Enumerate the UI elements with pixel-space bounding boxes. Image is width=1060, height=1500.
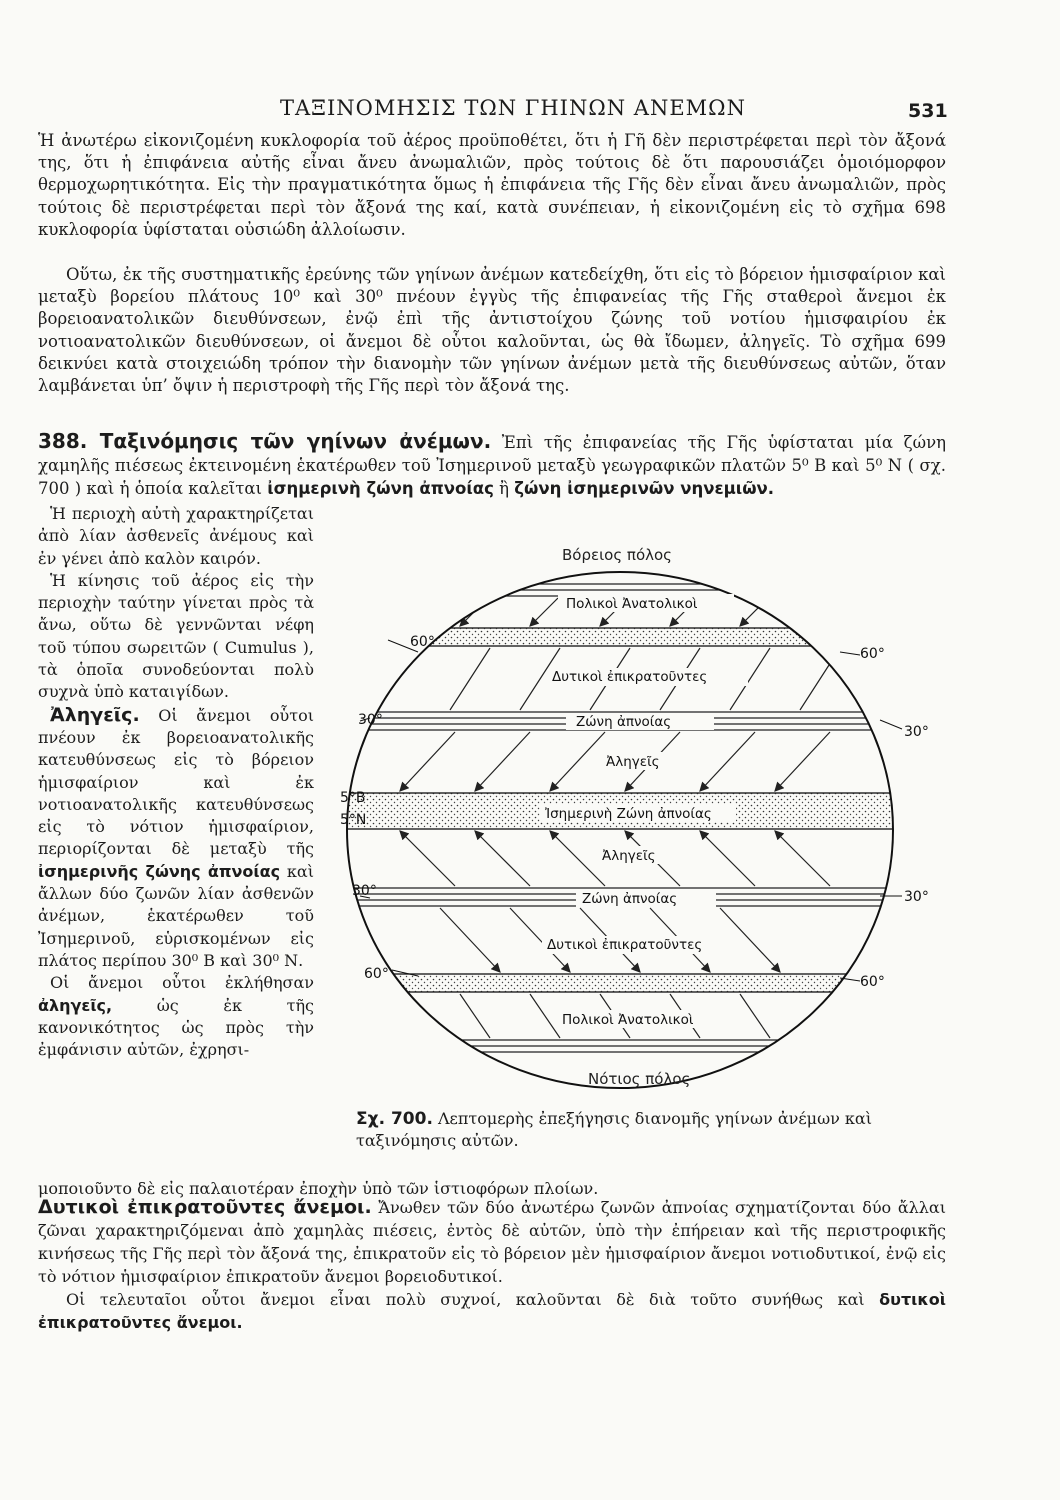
label-polar-easterlies-s: Πολικοὶ Ἀνατολικοὶ — [562, 1012, 694, 1028]
term-equatorial-calm-2: ἰσημερινῆς ζώνης ἀπνοίας — [38, 861, 281, 881]
westerlies-text: Ἄνωθεν τῶν δύο ἀνωτέρω ζωνῶν ἀπνοίας σχηματίζονται δύο ἄλλαι ζῶναι χαρακτηριζόμεναι ἀπὸ χαμηλὰς πιέσεις, ἐντὸς δὲ αὐτῶν, ὑπὸ τὴν ἐπήρειαν καὶ τῆς περιστροφικῆς κινήσεως τῆς Γῆς περὶ τὸν ἄξονά της, ἐπικρατοῦν εἰς τὸ βόρειον μὲν ἡμισφαίριον ἄνεμοι νοτιοδυτικοί, ἐνῷ εἰς τὸ νότιον ἡμισφαίριον ἐπικρατοῦν ἄνεμοι βορειοδυτικοί. — [38, 1198, 946, 1286]
lat-60s-left: 60° — [364, 966, 389, 982]
section-388-or: ἢ — [493, 479, 515, 498]
section-388-text: Ἐπὶ τῆς ἐπιφανείας τῆς Γῆς ὑφίσταται μία ζώνη χαμηλῆς πιέσεως ἐκτεινομένη ἑκατέρωθεν τοῦ Ἰσημερινοῦ μεταξὺ γεωγραφικῶν πλατῶν 5⁰ Β καὶ 5⁰ Ν ( σχ. 700 ) καὶ ἡ ὁποία καλεῖται — [38, 433, 946, 498]
label-equatorial-calm: Ἰσημερινὴ Ζώνη ἀπνοίας — [545, 806, 712, 822]
term-westerlies: δυτικοὶ ἐπικρατοῦντες ἄνεμοι. — [38, 1290, 946, 1332]
north-pole-label: Βόρειος πόλος — [562, 546, 672, 564]
label-calm-zone-n: Ζώνη ἀπνοίας — [576, 714, 672, 730]
paragraph-trade-winds: Οὕτω, ἐκ τῆς συστηματικῆς ἐρεύνης τῶν γηίνων ἀνέμων κατεδείχθη, ὅτι εἰς τὸ βόρειον ἡμισφαίριον καὶ μεταξὺ βορείου πλάτους 10⁰ καὶ 30⁰ πνέουν ἐγγὺς τῆς ἐπιφανείας τῆς Γῆς σταθεροὶ ἄνεμοι ἐκ βορειοανατολικῶν διευθύνσεων, ἐνῷ ἐπὶ τῆς ἀντιστοίχου ζώνης τοῦ νοτίου ἡμισφαιρίου ἐκ νοτιοανατολικῶν διευθύνσεων, οἱ ἄνεμοι δὲ οὗτοι καλοῦνται, ὡς θὰ ἴδωμεν, ἀληγεῖς. Τὸ σχῆμα 699 δεικνύει κατὰ στοιχειώδη τρόπον τὴν διανομὴν τῶν γηίνων ἀνέμων μετὰ τῆς διευθύνσεως αὐτῶν, ὅταν λαμβάνεται ὑπ’ ὄψιν ἡ περιστροφὴ τῆς Γῆς περὶ τὸν ἄξονά της. — [38, 265, 946, 396]
lat-30n-left: 30° — [358, 712, 383, 728]
figure-caption — [356, 1108, 956, 1152]
lat-60n-left: 60° — [410, 634, 435, 650]
lat-60n-right: 60° — [860, 646, 885, 662]
label-westerlies-n: Δυτικοὶ ἐπικρατοῦντες — [552, 669, 708, 685]
trades-text-a: Οἱ ἄνεμοι οὗτοι πνέουν ἐκ βορειοανατολικῆς κατευθύνσεως εἰς τὸ βόρειον ἡμισφαίριον καὶ ἐκ νοτιοανατολικῆς κατευθύνσεως εἰς τὸ νότιον ἡμισφαίριον, περιορίζονται δὲ μεταξὺ τῆς — [38, 705, 314, 859]
lat-30n-right: 30° — [904, 724, 929, 740]
left-paragraph-2: Ἡ κίνησις τοῦ ἀέρος εἰς τὴν περιοχὴν ταύτην γίνεται πρὸς τὰ ἄνω, οὕτω δὲ γεννῶνται νέφη τοῦ τύπου σωρειτῶν ( Cumulus ), τὰ ὁποῖα συνοδεύονται πολὺ συχνὰ ὑπὸ καταιγίδων. — [38, 570, 314, 702]
term-trades: ἀληγεῖς, — [38, 995, 113, 1015]
westerlies-last-paragraph — [38, 1288, 946, 1334]
section-westerlies — [38, 1196, 946, 1334]
left-p4-a: Οἱ ἄνεμοι οὗτοι ἐκλήθησαν — [50, 973, 314, 993]
label-westerlies-s: Δυτικοὶ ἐπικρατοῦντες — [547, 937, 703, 953]
lat-30s-right: 30° — [904, 889, 929, 905]
band-60s — [330, 974, 950, 992]
south-pole-label: Νότιος πόλος — [588, 1070, 691, 1088]
label-polar-easterlies-n: Πολικοὶ Ἀνατολικοὶ — [566, 596, 698, 612]
trades-title: Ἀληγεῖς. — [50, 703, 140, 726]
left-paragraph-trades — [38, 704, 314, 973]
section-388-title: 388. Ταξινόμησις τῶν γηίνων ἀνέμων. — [38, 429, 492, 453]
running-header: ΤΑΞΙΝΟΜΗΣΙΣ ΤΩΝ ΓΗΙΝΩΝ ΑΝΕΜΩΝ — [280, 96, 746, 120]
trades-text-b: καὶ ἄλλων δύο ζωνῶν λίαν ἀσθενῶν ἀνέμων, ἑκατέρωθεν τοῦ Ἰσημερινοῦ, εὑρισκομένων εἰς πλάτος περίπου 30⁰ Β καὶ 30⁰ Ν. — [38, 861, 314, 970]
lat-60s-right: 60° — [860, 974, 885, 990]
westerlies-last-text: Οἱ τελευταῖοι οὗτοι ἄνεμοι εἶναι πολὺ συχνοί, καλοῦνται δὲ διὰ τοῦτο συνήθως καὶ — [66, 1290, 880, 1309]
term-equatorial-calm: ἰσημερινὴ ζώνη ἀπνοίας — [267, 479, 494, 498]
left-p4-b: ὡς ἐκ τῆς κανονικότητος ὡς πρὸς τὴν ἐμφάνισιν αὐτῶν, ἐχρησι- — [38, 995, 314, 1060]
zone-labels — [540, 594, 748, 1028]
left-paragraph-4 — [38, 972, 314, 1061]
section-388 — [38, 430, 946, 500]
term-doldrums: ζώνη ἰσημερινῶν νηνεμιῶν. — [514, 479, 775, 498]
westerlies-title: Δυτικοὶ ἐπικρατοῦντες ἄνεμοι. — [38, 1196, 372, 1218]
left-paragraph-1: Ἡ περιοχὴ αὐτὴ χαρακτηρίζεται ἀπὸ λίαν ἀσθενεῖς ἀνέμους καὶ ἐν γένει ἀπὸ καλὸν καιρόν. — [38, 504, 314, 568]
caption-text: Λεπτομερὴς ἐπεξήγησις διανομῆς γηίνων ἀνέμων καὶ ταξινόμησις αὐτῶν. — [356, 1109, 873, 1150]
polar-cap-south-lines — [330, 1040, 950, 1052]
label-trades-s: Ἀληγεῖς — [602, 848, 656, 864]
lat-5n: 5°Ν — [340, 812, 367, 828]
page-number: 531 — [908, 100, 948, 122]
label-trades-n: Ἀληγεῖς — [606, 754, 660, 770]
continuation-line: μοποιοῦντο δὲ εἰς παλαιοτέραν ἐποχὴν ὑπὸ τῶν ἱστιοφόρων πλοίων. — [38, 1179, 599, 1198]
lat-30s-left: 30° — [352, 883, 377, 899]
left-column — [38, 503, 314, 1061]
lat-5b: 5°Β — [340, 790, 366, 806]
paragraph-intro: Ἡ ἀνωτέρω εἰκονιζομένη κυκλοφορία τοῦ ἀέρος προϋποθέτει, ὅτι ἡ Γῆ δὲν περιστρέφεται περὶ τὸν ἄξονά της, ὅτι ἡ ἐπιφάνεια αὐτῆς εἶναι ἄνευ ἀνωμαλιῶν, πρὸς τούτοις δὲ ὅτι παρουσιάζει ὁμοιόμορφον θερμοχωρητικότητα. Εἰς τὴν πραγματικότητα ὅμως ἡ ἐπιφάνεια τῆς Γῆς δὲν εἶναι ἄνευ ἀνωμαλιῶν, πρὸς τούτοις δὲ περιστρέφεται περὶ τὸν ἄξονά της καί, κατὰ συνέπειαν, ἡ εἰκονιζομένη εἰς τὸ σχῆμα 698 κυκλοφορία ὑφίσταται οὐσιώδη ἀλλοίωσιν. — [38, 131, 946, 239]
figure-700-wind-diagram — [330, 540, 950, 1100]
caption-label: Σχ. 700. — [356, 1109, 433, 1129]
label-calm-zone-s: Ζώνη ἀπνοίας — [582, 891, 678, 907]
